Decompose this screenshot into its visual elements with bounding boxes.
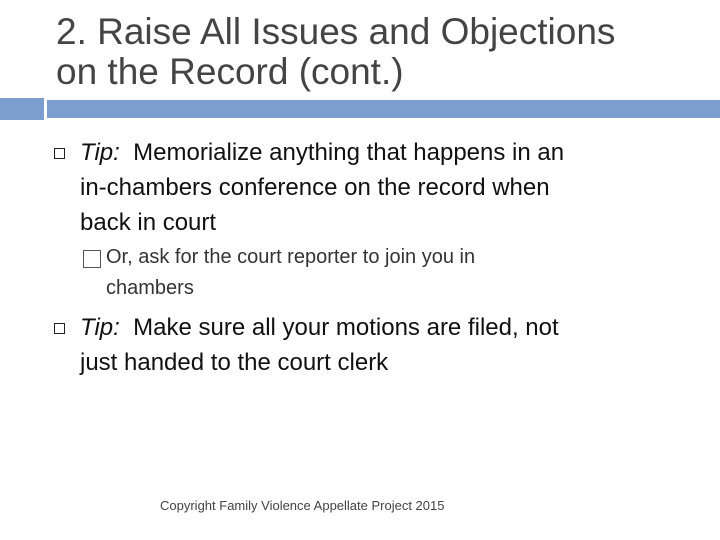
title-rule-bar — [46, 100, 720, 118]
sub-bullet-1-text — [106, 242, 666, 304]
sub-bullet-1-line-2: chambers — [106, 277, 194, 299]
bullet-2-line-2: just handed to the court clerk — [80, 349, 389, 376]
bullet-2-line-1-text: Make sure all your motions are filed, not — [133, 314, 559, 341]
bullet-1-line-2: in-chambers conference on the record when — [80, 174, 550, 201]
bullet-1-text — [80, 135, 690, 240]
tip-label: Tip: — [80, 139, 120, 166]
bullet-1-line-3: back in court — [80, 209, 217, 236]
slide-title — [56, 12, 696, 92]
bullet-2-text — [80, 310, 690, 380]
title-rule-left — [0, 98, 46, 120]
title-rule-gap — [44, 98, 47, 120]
bullet-1-line-1 — [80, 135, 690, 170]
slide-title-line-2: on the Record (cont.) — [56, 51, 404, 92]
bullet-2-line-1 — [80, 310, 690, 345]
bullet-1-line-1-text: Memorialize anything that happens in an — [133, 139, 565, 166]
square-sub-bullet-icon — [83, 250, 101, 268]
slide-title-line-1: 2. Raise All Issues and Objections — [56, 11, 616, 52]
square-bullet-icon — [54, 148, 65, 159]
tip-label: Tip: — [80, 314, 120, 341]
sub-bullet-1-line-1: Or, ask for the court reporter to join you in — [106, 246, 476, 268]
square-bullet-icon — [54, 323, 65, 334]
copyright-footer: Copyright Family Violence Appellate Project 2015 — [160, 498, 445, 513]
